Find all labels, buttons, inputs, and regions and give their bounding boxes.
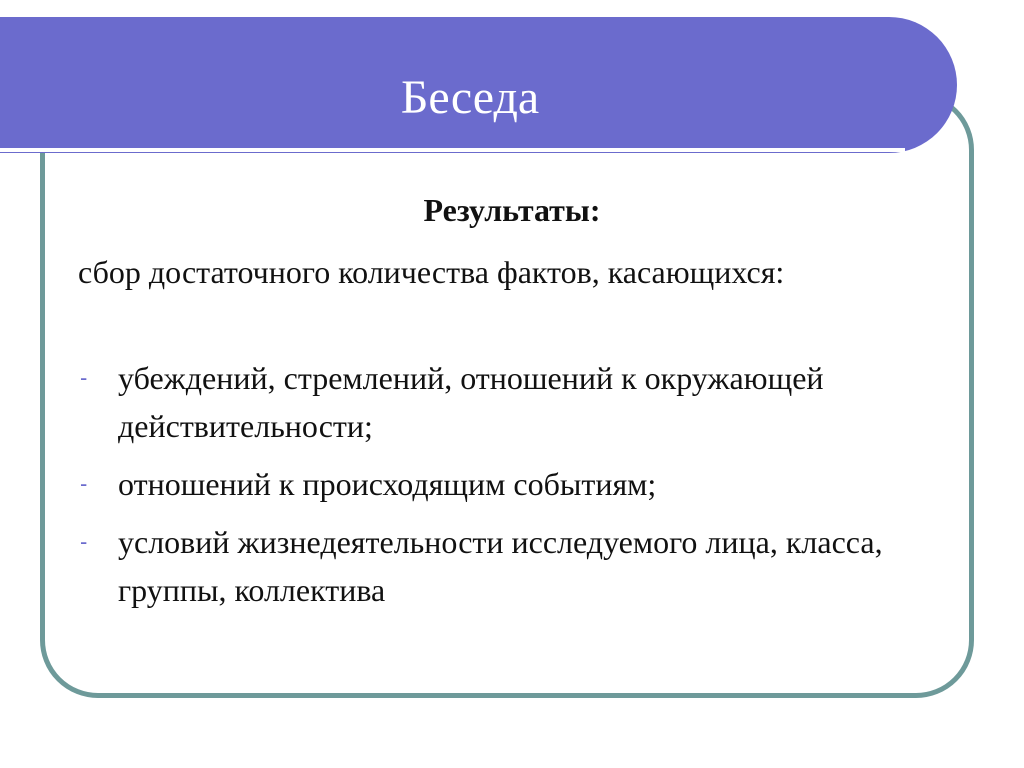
bullet-list <box>78 354 958 624</box>
bullet-item <box>78 460 958 508</box>
results-heading: Результаты: <box>423 192 601 228</box>
title-underline <box>0 148 905 152</box>
bullet-text: условий жизнедеятельности исследуемого лица, класса, группы, коллектива <box>118 524 883 608</box>
dash-bullet-icon: - <box>80 365 88 390</box>
dash-bullet-icon: - <box>80 471 88 496</box>
bullet-item <box>78 354 958 450</box>
slide-title: Беседа <box>400 71 540 124</box>
title-banner <box>0 17 957 153</box>
dash-bullet-icon: - <box>80 529 88 554</box>
bullet-text: убеждений, стремлений, отношений к окружающей действительности; <box>118 360 824 444</box>
bullet-item <box>78 518 958 614</box>
bullet-text: отношений к происходящим событиям; <box>118 466 657 502</box>
intro-text: сбор достаточного количества фактов, касающихся: <box>78 254 785 290</box>
